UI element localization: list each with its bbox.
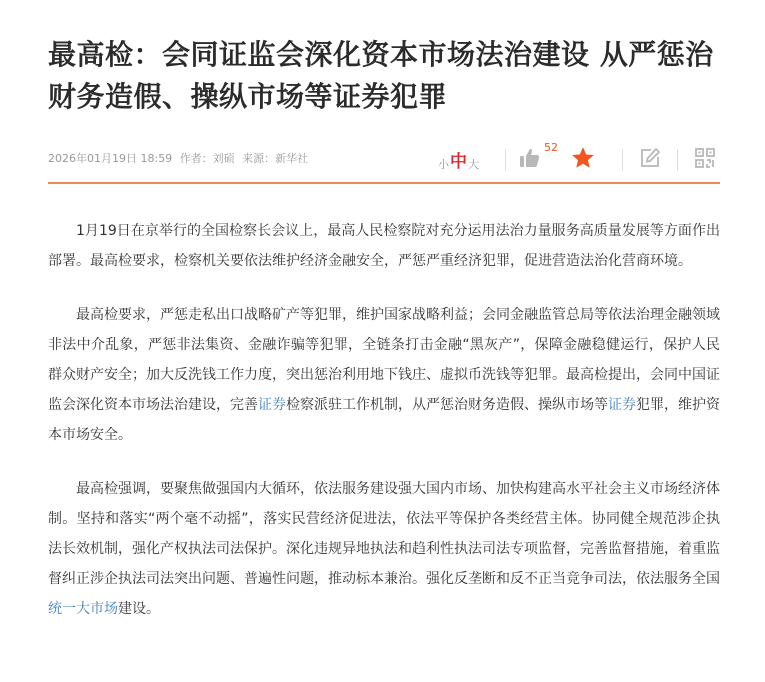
paragraph-text: 最高检要求，严惩走私出口战略矿产等犯罪，维护国家战略利益；会同金融监管总局等依法治理金融领域非法中介乱象，严惩非法集资、金融诈骗等犯罪，全链条打击金融“黑灰产”，保障金融稳健运行，保护人民群众财产安全；加大反洗钱工作力度，突出惩治利用地下钱庄、虚拟币洗钱等犯罪。最高检提出，会同中国证监会深化资本市场法治建设，完善 bbox=[48, 307, 720, 413]
thumbs-up-icon bbox=[518, 146, 542, 174]
title-divider bbox=[48, 182, 720, 184]
font-large-button[interactable]: 大 bbox=[468, 158, 479, 171]
toolbar-separator bbox=[505, 149, 506, 171]
star-icon bbox=[570, 145, 596, 175]
paragraph-text: 检察派驻工作机制，从严惩治财务造假、操纵市场等 bbox=[286, 397, 608, 413]
article-toolbar bbox=[438, 142, 720, 178]
securities-link[interactable]: 证券 bbox=[258, 397, 286, 413]
meta-row bbox=[48, 142, 720, 178]
toolbar-separator bbox=[677, 149, 678, 171]
paragraph-3 bbox=[48, 474, 720, 624]
paragraph-text: 犯罪，维护资本市场安全。 bbox=[48, 397, 720, 443]
publish-date: 2026年01月19日 18:59 bbox=[48, 152, 173, 165]
securities-link[interactable]: 证券 bbox=[608, 397, 636, 413]
paragraph-2 bbox=[48, 300, 720, 450]
qr-code-button[interactable] bbox=[690, 145, 720, 175]
paragraph-text: 1月19日在京举行的全国检察长会议上，最高人民检察院对充分运用法治力量服务高质量发展等方面作出部署。最高检要求，检察机关要依法维护经济金融安全，严惩严重经济犯罪，促进营造法治化营商环境。 bbox=[48, 223, 720, 269]
unified-market-link[interactable]: 统一大市场 bbox=[48, 601, 118, 617]
article-body bbox=[48, 216, 720, 624]
article-title: 最高检：会同证监会深化资本市场法治建设 从严惩治财务造假、操纵市场等证券犯罪 bbox=[48, 38, 714, 113]
paragraph-1 bbox=[48, 216, 720, 276]
favorite-button[interactable] bbox=[568, 145, 598, 175]
article bbox=[48, 0, 720, 648]
edit-icon bbox=[638, 146, 662, 174]
toolbar-separator bbox=[622, 149, 623, 171]
font-size-switcher bbox=[438, 148, 479, 172]
article-author: 作者：刘硕 bbox=[179, 152, 235, 165]
font-medium-button[interactable]: 中 bbox=[450, 152, 467, 172]
article-source: 来源：新华社 bbox=[242, 152, 309, 165]
article-meta bbox=[48, 150, 312, 166]
paragraph-text: 建设。 bbox=[118, 601, 160, 617]
like-count: 52 bbox=[544, 141, 558, 154]
comment-button[interactable] bbox=[635, 145, 665, 175]
font-small-button[interactable]: 小 bbox=[438, 158, 449, 171]
like-button[interactable] bbox=[518, 141, 558, 175]
paragraph-text: 最高检强调，要聚焦做强国内大循环，依法服务建设强大国内市场、加快构建高水平社会主义市场经济体制。坚持和落实“两个毫不动摇”，落实民营经济促进法，依法平等保护各类经营主体。协同健全规范涉企执法长效机制，强化产权执法司法保护。深化违规异地执法和趋利性执法司法专项监督，完善监督措施，着重监督纠正涉企执法司法突出问题、普遍性问题，推动标本兼治。强化反垄断和反不正当竞争司法，依法服务全国 bbox=[48, 481, 720, 587]
qr-code-icon bbox=[693, 146, 717, 174]
